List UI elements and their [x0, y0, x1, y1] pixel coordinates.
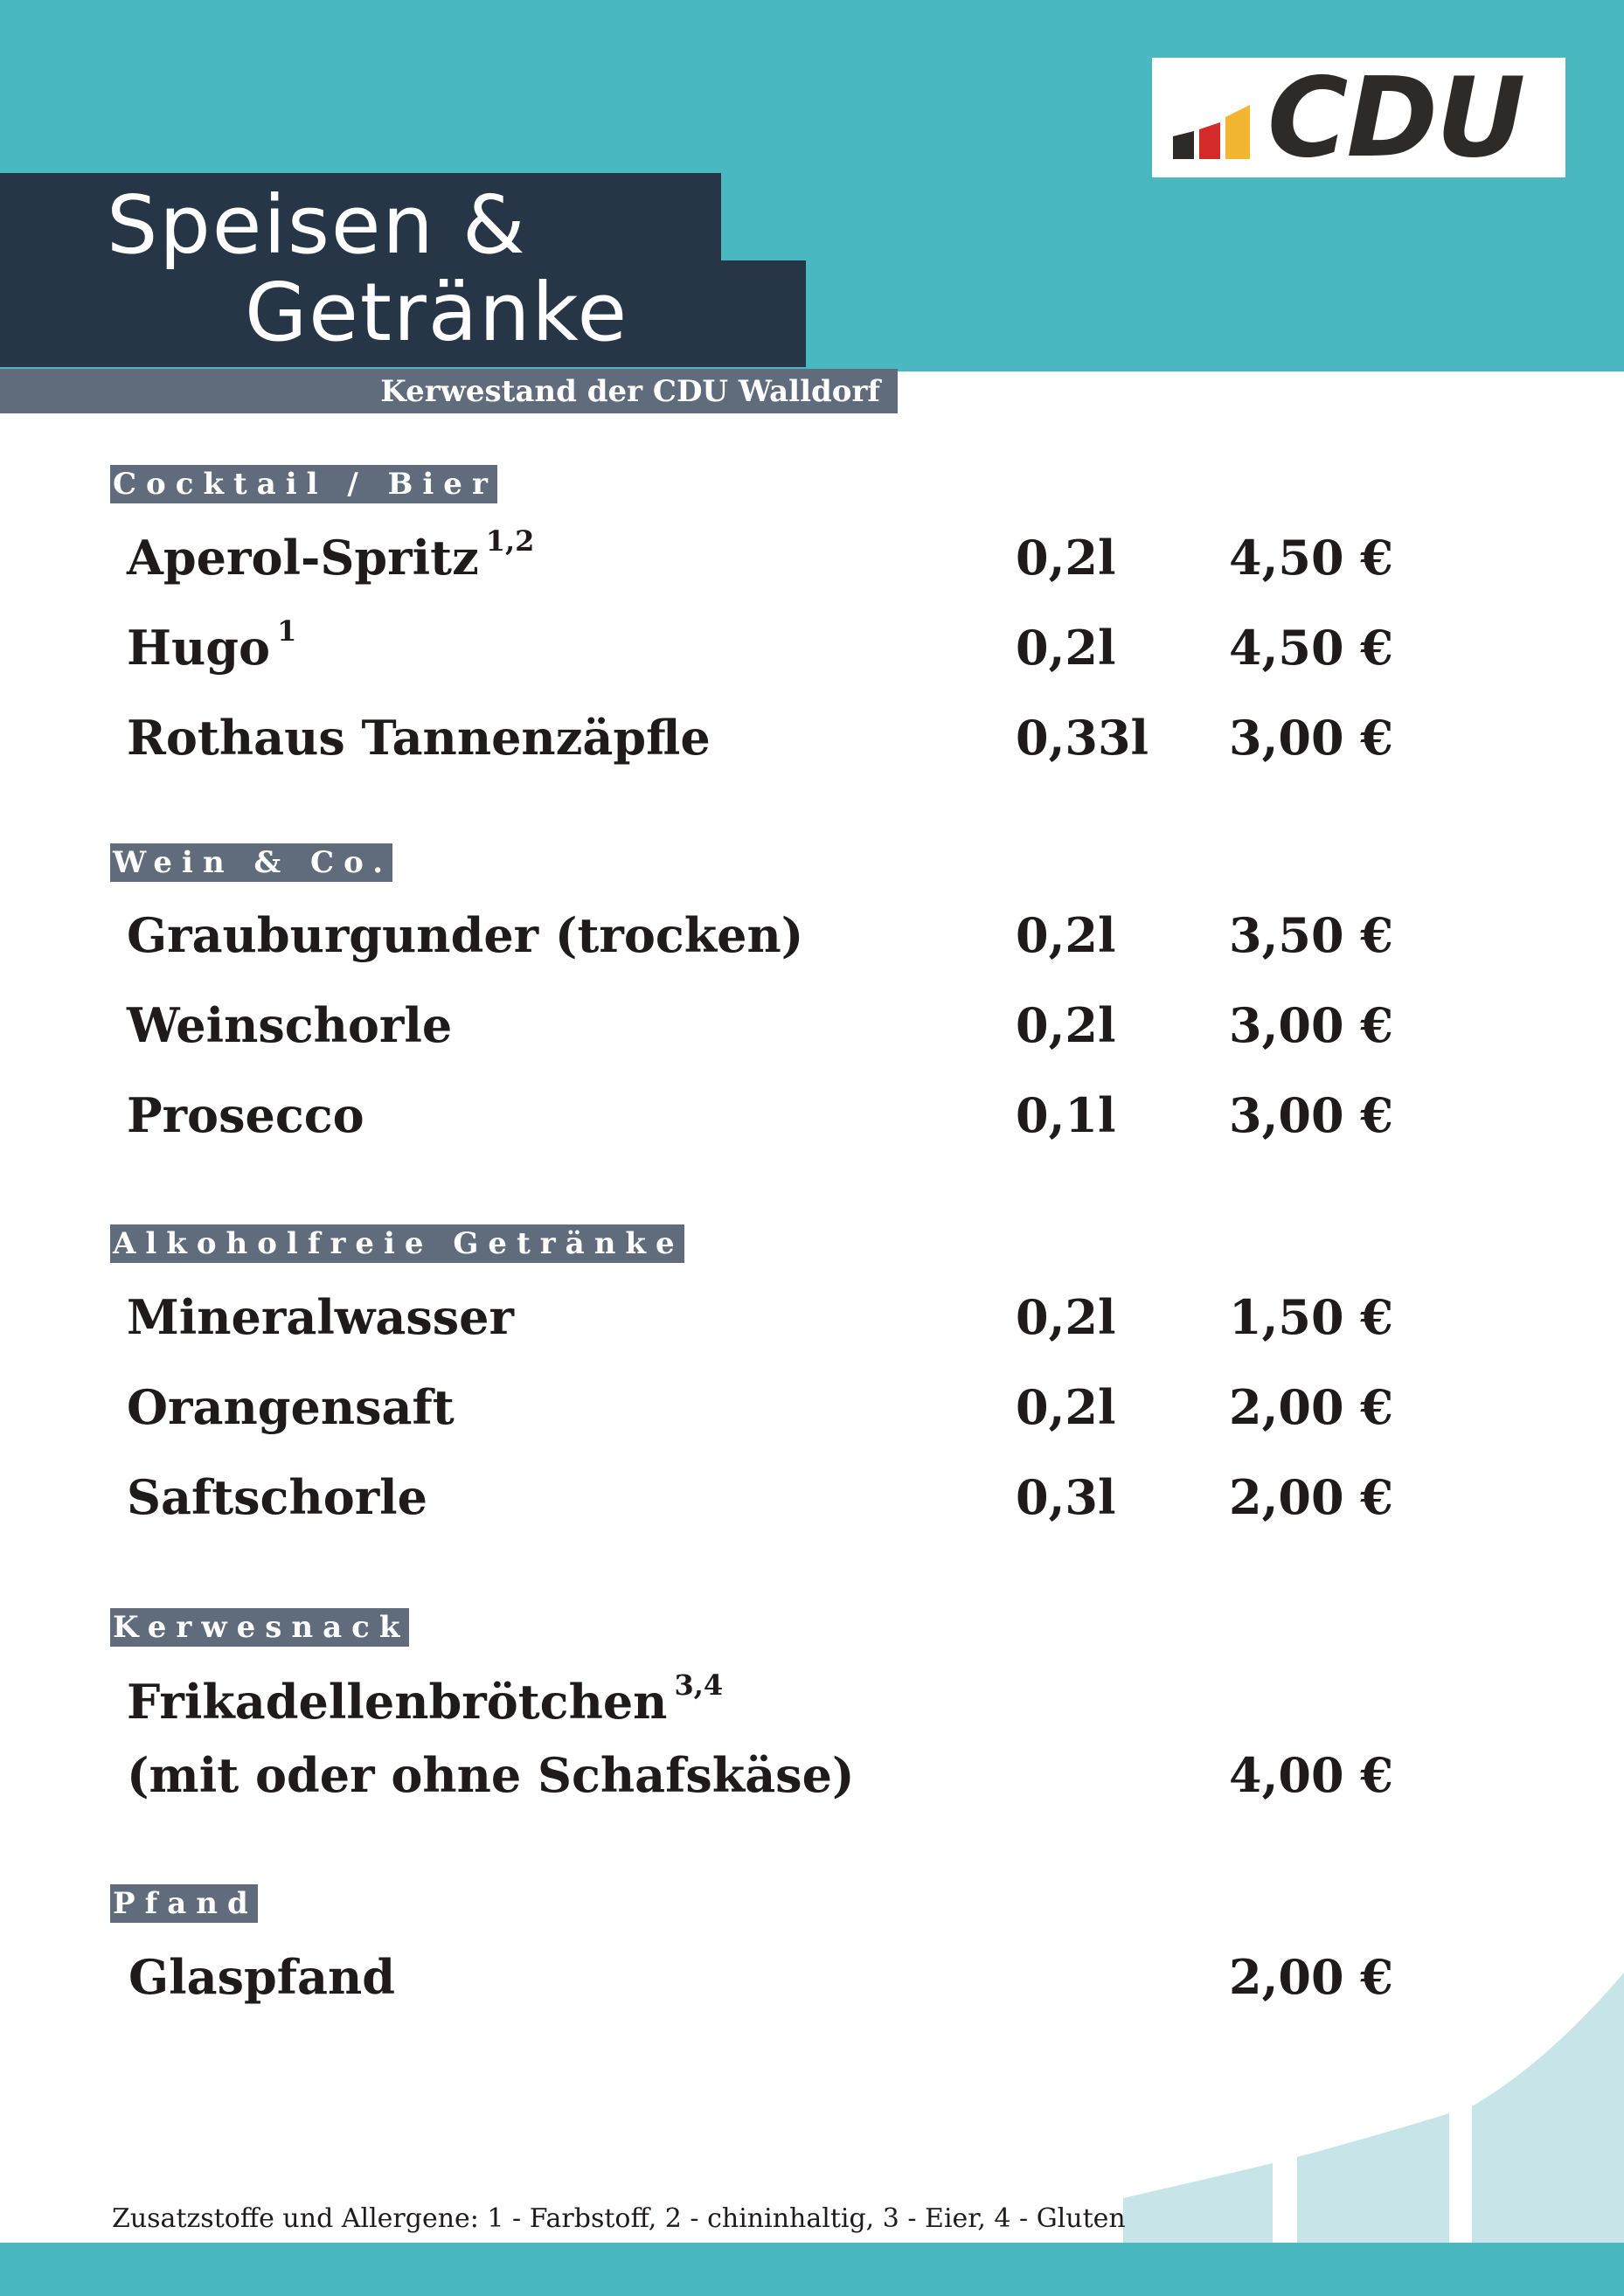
menu-item-price: 4,50 €: [1229, 620, 1393, 676]
section-label-cocktail-bier: Cocktail / Bier: [110, 465, 497, 503]
menu-item-name: Weinschorle: [127, 997, 453, 1053]
menu-item-name: Saftschorle: [127, 1469, 428, 1525]
deco-bar-1: [1123, 2163, 1273, 2246]
menu-item-name: Glaspfand: [128, 1949, 396, 2005]
allergen-superscript: 1: [277, 614, 297, 648]
page-subtitle: Kerwestand der CDU Walldorf: [380, 374, 880, 409]
menu-item-price: 2,00 €: [1229, 1469, 1393, 1525]
cdu-logo: [1152, 53, 1565, 182]
item-name-text: Hugo: [127, 620, 271, 676]
menu-item-name: Prosecco: [127, 1087, 364, 1143]
menu-item-price: 4,00 €: [1229, 1747, 1393, 1803]
section-label-kerwesnack: Kerwesnack: [110, 1608, 409, 1647]
menu-item-volume: 0,33l: [1016, 710, 1149, 766]
menu-item-volume: 0,2l: [1016, 1379, 1116, 1435]
menu-item-price: 3,00 €: [1229, 710, 1393, 766]
logo-text: CDU: [1267, 53, 1524, 182]
menu-item-volume: 0,2l: [1016, 620, 1116, 676]
menu-item-name: [127, 614, 297, 678]
allergen-superscript: 1,2: [485, 524, 535, 558]
deco-bar-3: [1472, 1973, 1624, 2246]
menu-item-volume: 0,3l: [1016, 1469, 1116, 1525]
footer-band: [0, 2243, 1624, 2296]
logo-bar-gold: [1225, 105, 1250, 159]
menu-item-name: Rothaus Tannenzäpfle: [127, 710, 711, 766]
menu-item-name: [127, 524, 535, 588]
menu-item-name: Mineralwasser: [127, 1289, 514, 1345]
section-label-wein: Wein & Co.: [110, 843, 392, 882]
menu-item-name: Grauburgunder (trocken): [127, 907, 804, 963]
menu-item-volume: 0,1l: [1016, 1087, 1116, 1143]
menu-item-price: 2,00 €: [1229, 1379, 1393, 1435]
menu-item-price: 1,50 €: [1229, 1289, 1393, 1345]
logo-bar-black: [1173, 131, 1194, 159]
menu-item-price: 3,00 €: [1229, 1087, 1393, 1143]
menu-item-price: 4,50 €: [1229, 530, 1393, 586]
logo-bar-red: [1199, 122, 1220, 159]
subtitle-bar: [0, 369, 898, 413]
allergen-footnote: Zusatzstoffe und Allergene: 1 - Farbstoff, 2 - chininhaltig, 3 - Eier, 4 - Gluten: [112, 2203, 1126, 2234]
menu-item-name: [127, 1668, 724, 1732]
menu-item-name: Orangensaft: [127, 1379, 455, 1435]
logo-bars-icon: [1173, 100, 1260, 159]
menu-item-volume: 0,2l: [1016, 907, 1116, 963]
decorative-bars: [1110, 1967, 1624, 2246]
deco-bar-2: [1297, 2113, 1449, 2246]
page-title-line-1: Speisen &: [107, 178, 527, 272]
allergen-superscript: 3,4: [674, 1668, 724, 1702]
menu-item-price: 3,00 €: [1229, 997, 1393, 1053]
section-label-pfand: Pfand: [110, 1884, 258, 1923]
page-title-line-2: Getränke: [245, 266, 629, 359]
menu-item-volume: 0,2l: [1016, 1289, 1116, 1345]
menu-item-price: 3,50 €: [1229, 907, 1393, 963]
item-name-text: Frikadellenbrötchen: [127, 1674, 668, 1730]
menu-item-price: 2,00 €: [1229, 1949, 1393, 2005]
section-label-alkoholfrei: Alkoholfreie Getränke: [110, 1224, 684, 1263]
item-name-text: Aperol-Spritz: [127, 530, 479, 586]
menu-item-name-line-2: (mit oder ohne Schafskäse): [127, 1747, 855, 1803]
menu-item-volume: 0,2l: [1016, 997, 1116, 1053]
menu-item-volume: 0,2l: [1016, 530, 1116, 586]
